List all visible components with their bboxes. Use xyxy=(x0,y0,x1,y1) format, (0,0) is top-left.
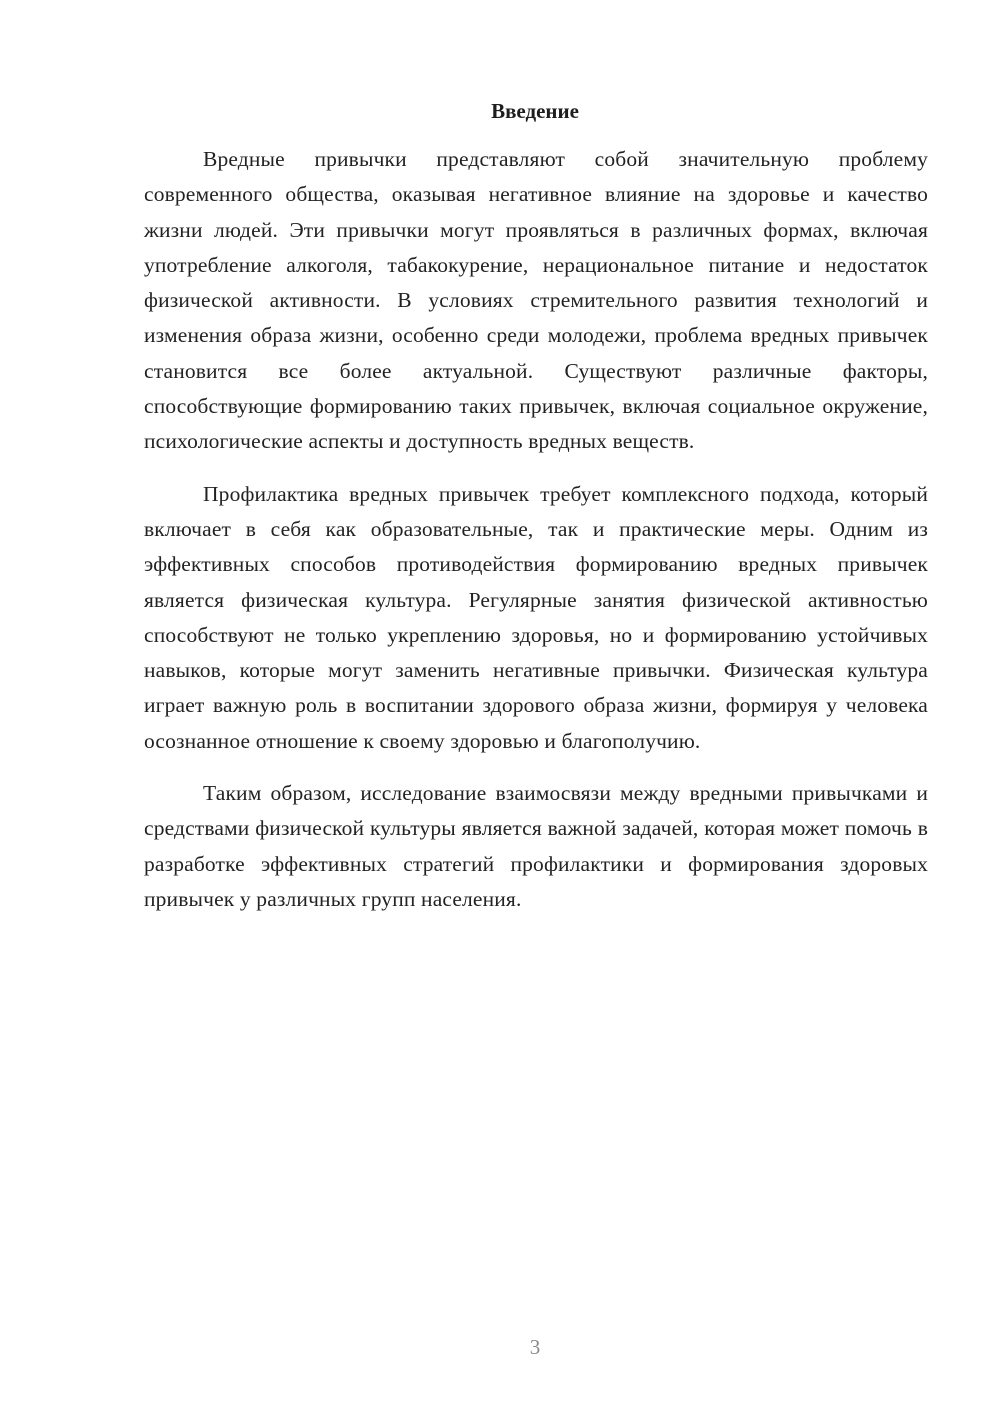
paragraph-3: Таким образом, исследование взаимосвязи между вредными привычками и средствами физической культуры является важной задачей, которая может помочь в разработке эффективных стратегий профилактики и формирования здоровых привычек у различных групп населения. xyxy=(144,781,928,911)
paragraph-2: Профилактика вредных привычек требует комплексного подхода, который включает в себя как образовательные, так и практические меры. Одним из эффективных способов противодействия формированию вредных привычек является физическая культура. Регулярные занятия физической активностью способствуют не только укреплению здоровья, но и формированию устойчивых навыков, которые могут заменить негативные привычки. Физическая культура играет важную роль в воспитании здорового образа жизни, формируя у человека осознанное отношение к своему здоровью и благополучию. xyxy=(144,481,928,753)
paragraph-1: Вредные привычки представляют собой значительную проблему современного общества, оказывая негативное влияние на здоровье и качество жизни людей. Эти привычки могут проявляться в различных формах, включая употребление алкоголя, табакокурение, нерациональное питание и недостаток физической активности. В условиях стремительного развития технологий и изменения образа жизни, особенно среди молодежи, проблема вредных привычек становится все более актуальной. Существуют различные факторы, способствующие формированию таких привычек, включая социальное окружение, психологические аспекты и доступность вредных веществ. xyxy=(144,147,928,454)
section-title: Введение xyxy=(491,99,579,123)
document-body xyxy=(144,142,928,934)
page-number: 3 xyxy=(529,1335,541,1359)
